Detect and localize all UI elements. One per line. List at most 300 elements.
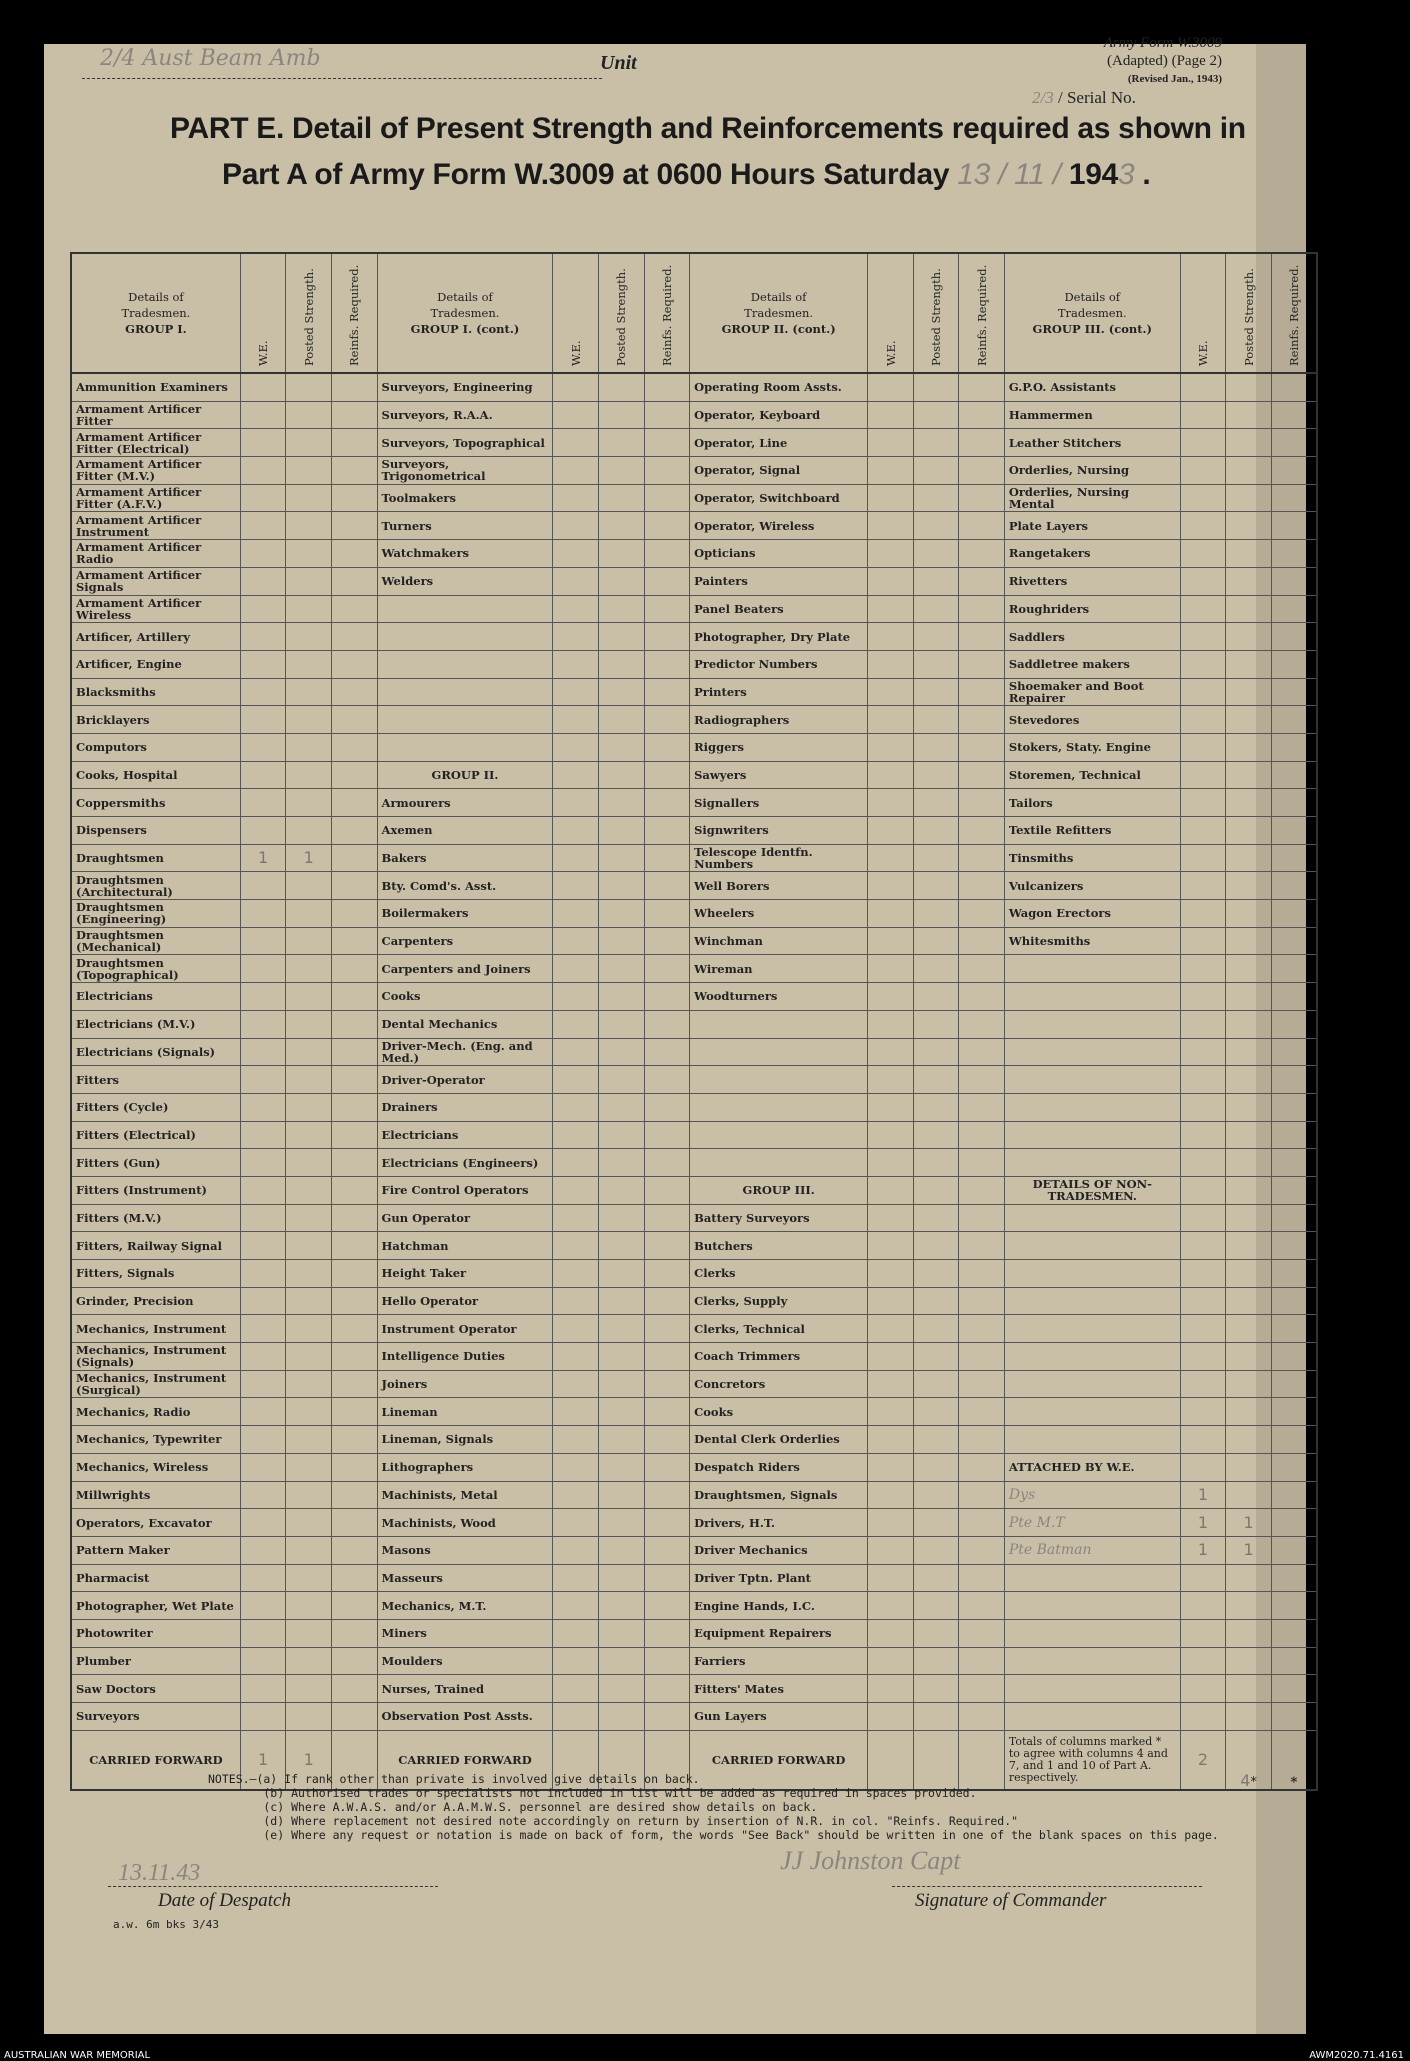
posted-cell[interactable] [913,1093,959,1121]
posted-cell[interactable] [1226,1066,1272,1094]
posted-cell[interactable] [1226,1121,1272,1149]
posted-cell[interactable] [286,1149,332,1177]
we-cell[interactable] [553,1287,599,1315]
posted-cell[interactable] [598,1370,644,1398]
posted-cell[interactable] [598,512,644,540]
we-cell[interactable] [240,1315,286,1343]
posted-cell[interactable] [1226,595,1272,623]
we-cell[interactable] [240,817,286,845]
reinfs-cell[interactable] [331,484,377,512]
posted-cell[interactable] [286,650,332,678]
posted-cell[interactable] [1226,706,1272,734]
we-cell[interactable] [1180,1398,1226,1426]
we-cell[interactable] [240,706,286,734]
we-cell[interactable] [1180,706,1226,734]
posted-cell[interactable] [913,983,959,1011]
we-cell[interactable] [868,429,914,457]
we-cell[interactable] [553,706,599,734]
posted-cell[interactable] [913,1398,959,1426]
posted-cell[interactable] [913,567,959,595]
posted-cell[interactable] [598,1232,644,1260]
posted-cell[interactable] [913,1453,959,1481]
we-cell[interactable]: 1 [1180,1536,1226,1564]
reinfs-cell[interactable] [1271,512,1317,540]
reinfs-cell[interactable] [644,1592,690,1620]
reinfs-cell[interactable] [1271,457,1317,485]
posted-cell[interactable] [598,1204,644,1232]
reinfs-cell[interactable] [959,955,1005,983]
we-cell[interactable] [553,1426,599,1454]
we-cell[interactable] [240,1703,286,1731]
we-cell[interactable] [868,844,914,872]
we-cell[interactable] [553,1010,599,1038]
posted-cell[interactable] [913,429,959,457]
posted-cell[interactable] [598,457,644,485]
reinfs-cell[interactable] [1271,706,1317,734]
posted-cell[interactable] [913,373,959,401]
we-cell[interactable] [868,1453,914,1481]
we-cell[interactable] [868,900,914,928]
reinfs-cell[interactable] [959,1343,1005,1371]
we-cell[interactable] [553,1509,599,1537]
posted-cell[interactable]: 1 [1226,1509,1272,1537]
we-cell[interactable] [553,1481,599,1509]
reinfs-cell[interactable] [959,983,1005,1011]
reinfs-cell[interactable] [331,1176,377,1204]
reinfs-cell[interactable] [331,1481,377,1509]
we-cell[interactable] [868,1204,914,1232]
posted-cell[interactable] [598,1592,644,1620]
posted-cell[interactable] [1226,1038,1272,1066]
reinfs-cell[interactable] [1271,429,1317,457]
posted-cell[interactable] [286,1038,332,1066]
reinfs-cell[interactable] [1271,872,1317,900]
we-cell[interactable] [553,429,599,457]
posted-cell[interactable] [598,1038,644,1066]
we-cell[interactable] [1180,540,1226,568]
we-cell[interactable] [868,1038,914,1066]
we-cell[interactable] [1180,1370,1226,1398]
reinfs-cell[interactable] [1271,1010,1317,1038]
posted-cell[interactable] [1226,401,1272,429]
reinfs-cell[interactable] [959,1176,1005,1204]
posted-cell[interactable] [913,678,959,706]
posted-cell[interactable] [1226,484,1272,512]
reinfs-cell[interactable] [331,1093,377,1121]
posted-cell[interactable] [598,1010,644,1038]
we-cell[interactable] [553,1592,599,1620]
reinfs-cell[interactable] [331,927,377,955]
posted-cell[interactable] [1226,540,1272,568]
reinfs-cell[interactable] [1271,1675,1317,1703]
posted-cell[interactable] [598,789,644,817]
reinfs-cell[interactable] [331,567,377,595]
posted-cell[interactable] [598,1703,644,1731]
we-cell[interactable] [868,1093,914,1121]
we-cell[interactable] [240,761,286,789]
posted-cell[interactable] [286,678,332,706]
we-cell[interactable] [868,512,914,540]
reinfs-cell[interactable] [1271,789,1317,817]
reinfs-cell[interactable] [331,1398,377,1426]
we-cell[interactable] [553,1703,599,1731]
posted-cell[interactable] [286,1453,332,1481]
reinfs-cell[interactable] [331,1232,377,1260]
reinfs-cell[interactable] [644,1149,690,1177]
we-cell[interactable] [1180,650,1226,678]
posted-cell[interactable] [913,1038,959,1066]
we-cell[interactable] [1180,1315,1226,1343]
we-cell[interactable] [868,983,914,1011]
we-cell[interactable] [553,457,599,485]
we-cell[interactable] [1180,512,1226,540]
we-cell[interactable] [240,401,286,429]
posted-cell[interactable] [598,1093,644,1121]
reinfs-cell[interactable] [959,540,1005,568]
posted-cell[interactable] [598,900,644,928]
posted-cell[interactable] [598,817,644,845]
we-cell[interactable] [553,1647,599,1675]
reinfs-cell[interactable] [644,595,690,623]
reinfs-cell[interactable] [644,1315,690,1343]
posted-cell[interactable] [913,1232,959,1260]
reinfs-cell[interactable] [331,1426,377,1454]
posted-cell[interactable] [913,872,959,900]
posted-cell[interactable]: 1 [1226,1536,1272,1564]
we-cell[interactable] [1180,1703,1226,1731]
posted-cell[interactable] [913,1176,959,1204]
posted-cell[interactable] [598,1426,644,1454]
posted-cell[interactable] [286,761,332,789]
posted-cell[interactable] [913,623,959,651]
reinfs-cell[interactable] [331,1204,377,1232]
reinfs-cell[interactable] [1271,983,1317,1011]
posted-cell[interactable] [913,1592,959,1620]
reinfs-cell[interactable] [959,761,1005,789]
we-cell[interactable] [240,1343,286,1371]
we-cell[interactable] [240,983,286,1011]
reinfs-cell[interactable] [644,1038,690,1066]
reinfs-cell[interactable] [959,429,1005,457]
we-cell[interactable] [868,1010,914,1038]
posted-cell[interactable] [286,789,332,817]
reinfs-cell[interactable] [644,1204,690,1232]
reinfs-cell[interactable] [1271,623,1317,651]
reinfs-cell[interactable] [331,983,377,1011]
we-cell[interactable] [1180,1343,1226,1371]
reinfs-cell[interactable] [331,678,377,706]
reinfs-cell[interactable] [1271,1204,1317,1232]
we-cell[interactable] [868,678,914,706]
we-cell[interactable] [553,761,599,789]
we-cell[interactable] [553,401,599,429]
we-cell[interactable] [553,1260,599,1288]
we-cell[interactable] [553,512,599,540]
posted-cell[interactable] [1226,1426,1272,1454]
we-cell[interactable] [1180,1453,1226,1481]
we-cell[interactable] [868,817,914,845]
reinfs-cell[interactable] [959,1675,1005,1703]
reinfs-cell[interactable] [1271,1121,1317,1149]
we-cell[interactable] [240,429,286,457]
posted-cell[interactable] [913,1481,959,1509]
reinfs-cell[interactable] [959,650,1005,678]
reinfs-cell[interactable] [1271,1370,1317,1398]
posted-cell[interactable] [913,1675,959,1703]
reinfs-cell[interactable] [1271,1509,1317,1537]
posted-cell[interactable] [598,733,644,761]
reinfs-cell[interactable] [644,540,690,568]
reinfs-cell[interactable] [959,567,1005,595]
we-cell[interactable] [868,927,914,955]
posted-cell[interactable] [1226,1564,1272,1592]
posted-cell[interactable] [286,1260,332,1288]
posted-cell[interactable] [1226,1315,1272,1343]
reinfs-cell[interactable] [959,872,1005,900]
posted-cell[interactable] [913,1287,959,1315]
reinfs-cell[interactable] [644,761,690,789]
posted-cell[interactable] [286,567,332,595]
we-cell[interactable] [1180,484,1226,512]
we-cell[interactable] [553,1619,599,1647]
reinfs-cell[interactable] [331,1619,377,1647]
reinfs-cell[interactable] [644,1093,690,1121]
we-cell[interactable] [1180,1564,1226,1592]
we-cell[interactable] [240,1398,286,1426]
we-cell[interactable] [553,983,599,1011]
reinfs-cell[interactable] [959,457,1005,485]
we-cell[interactable] [240,1564,286,1592]
reinfs-cell[interactable] [644,512,690,540]
reinfs-cell[interactable] [1271,1093,1317,1121]
reinfs-cell[interactable] [331,1066,377,1094]
reinfs-cell[interactable] [1271,1453,1317,1481]
reinfs-cell[interactable] [959,1121,1005,1149]
we-cell[interactable] [553,1453,599,1481]
we-cell[interactable] [868,1536,914,1564]
we-cell[interactable] [240,1647,286,1675]
posted-cell[interactable] [598,706,644,734]
we-cell[interactable] [553,678,599,706]
posted-cell[interactable] [913,1121,959,1149]
posted-cell[interactable] [913,817,959,845]
reinfs-cell[interactable] [644,650,690,678]
reinfs-cell[interactable] [644,733,690,761]
reinfs-cell[interactable] [1271,1536,1317,1564]
posted-cell[interactable] [286,373,332,401]
reinfs-cell[interactable] [331,1149,377,1177]
reinfs-cell[interactable] [1271,1619,1317,1647]
we-cell[interactable] [868,1066,914,1094]
we-cell[interactable] [868,955,914,983]
posted-cell[interactable] [1226,1619,1272,1647]
reinfs-cell[interactable] [331,872,377,900]
we-cell[interactable] [553,1398,599,1426]
posted-cell[interactable] [598,1287,644,1315]
posted-cell[interactable] [1226,983,1272,1011]
reinfs-cell[interactable] [1271,733,1317,761]
we-cell[interactable] [240,373,286,401]
reinfs-cell[interactable] [644,1619,690,1647]
reinfs-cell[interactable] [1271,1287,1317,1315]
we-cell[interactable] [868,1149,914,1177]
reinfs-cell[interactable] [331,401,377,429]
posted-cell[interactable] [598,1260,644,1288]
reinfs-cell[interactable] [959,1204,1005,1232]
posted-cell[interactable] [913,706,959,734]
we-cell[interactable] [1180,1647,1226,1675]
posted-cell[interactable] [913,1509,959,1537]
posted-cell[interactable] [913,1315,959,1343]
posted-cell[interactable] [1226,1260,1272,1288]
reinfs-cell[interactable] [644,1453,690,1481]
we-cell[interactable] [553,1093,599,1121]
we-cell[interactable] [553,1038,599,1066]
we-cell[interactable] [553,844,599,872]
posted-cell[interactable] [1226,1370,1272,1398]
posted-cell[interactable] [286,1703,332,1731]
reinfs-cell[interactable] [644,429,690,457]
reinfs-cell[interactable] [1271,650,1317,678]
reinfs-cell[interactable] [1271,540,1317,568]
posted-cell[interactable] [1226,512,1272,540]
posted-cell[interactable] [598,1398,644,1426]
we-cell[interactable] [553,1536,599,1564]
we-cell[interactable] [1180,872,1226,900]
we-cell[interactable] [240,1204,286,1232]
reinfs-cell[interactable] [331,1038,377,1066]
posted-cell[interactable] [1226,1232,1272,1260]
we-cell[interactable] [240,789,286,817]
we-cell[interactable] [240,1453,286,1481]
posted-cell[interactable] [598,955,644,983]
reinfs-cell[interactable] [644,373,690,401]
we-cell[interactable] [240,1066,286,1094]
we-cell[interactable] [868,484,914,512]
reinfs-cell[interactable] [644,1426,690,1454]
posted-cell[interactable] [1226,789,1272,817]
we-cell[interactable] [553,900,599,928]
reinfs-cell[interactable] [959,1232,1005,1260]
we-cell[interactable] [868,1370,914,1398]
reinfs-cell[interactable] [644,401,690,429]
we-cell[interactable] [1180,1675,1226,1703]
posted-cell[interactable] [913,1010,959,1038]
posted-cell[interactable] [286,1481,332,1509]
posted-cell[interactable] [286,1536,332,1564]
we-cell[interactable] [240,1426,286,1454]
posted-cell[interactable] [913,650,959,678]
posted-cell[interactable] [286,457,332,485]
reinfs-cell[interactable] [1271,955,1317,983]
posted-cell[interactable] [913,1619,959,1647]
posted-cell[interactable] [286,1093,332,1121]
reinfs-cell[interactable] [331,1010,377,1038]
reinfs-cell[interactable] [959,1287,1005,1315]
posted-cell[interactable] [598,1536,644,1564]
we-cell[interactable] [553,567,599,595]
reinfs-cell[interactable] [331,1564,377,1592]
reinfs-cell[interactable] [1271,927,1317,955]
we-cell[interactable] [240,1093,286,1121]
posted-cell[interactable] [1226,373,1272,401]
we-cell[interactable] [1180,789,1226,817]
posted-cell[interactable] [913,900,959,928]
reinfs-cell[interactable] [959,1038,1005,1066]
posted-cell[interactable] [913,1647,959,1675]
reinfs-cell[interactable] [331,1453,377,1481]
reinfs-cell[interactable] [1271,1066,1317,1094]
posted-cell[interactable] [286,1315,332,1343]
posted-cell[interactable] [913,1426,959,1454]
reinfs-cell[interactable] [1271,900,1317,928]
posted-cell[interactable] [913,484,959,512]
reinfs-cell[interactable] [959,1426,1005,1454]
posted-cell[interactable] [913,927,959,955]
reinfs-cell[interactable] [1271,595,1317,623]
we-cell[interactable] [868,401,914,429]
posted-cell[interactable] [598,1149,644,1177]
reinfs-cell[interactable] [331,1287,377,1315]
reinfs-cell[interactable] [644,1066,690,1094]
reinfs-cell[interactable] [644,1675,690,1703]
posted-cell[interactable] [286,983,332,1011]
reinfs-cell[interactable] [959,1564,1005,1592]
we-cell[interactable] [868,706,914,734]
posted-cell[interactable] [598,540,644,568]
posted-cell[interactable] [1226,733,1272,761]
we-cell[interactable] [1180,844,1226,872]
we-cell[interactable] [868,1564,914,1592]
posted-cell[interactable] [286,1592,332,1620]
reinfs-cell[interactable] [331,761,377,789]
we-cell[interactable] [868,1398,914,1426]
reinfs-cell[interactable] [959,1260,1005,1288]
we-cell[interactable] [240,1121,286,1149]
reinfs-cell[interactable] [1271,1149,1317,1177]
posted-cell[interactable] [1226,1010,1272,1038]
reinfs-cell[interactable] [331,1536,377,1564]
we-cell[interactable] [240,1370,286,1398]
posted-cell[interactable] [286,955,332,983]
we-cell[interactable] [240,1010,286,1038]
we-cell[interactable] [1180,1592,1226,1620]
we-cell[interactable] [240,955,286,983]
reinfs-cell[interactable] [331,429,377,457]
posted-cell[interactable] [1226,872,1272,900]
posted-cell[interactable] [598,650,644,678]
posted-cell[interactable] [1226,900,1272,928]
reinfs-cell[interactable] [644,844,690,872]
reinfs-cell[interactable] [644,1010,690,1038]
posted-cell[interactable] [1226,429,1272,457]
reinfs-cell[interactable] [1271,1592,1317,1620]
reinfs-cell[interactable] [644,789,690,817]
we-cell[interactable] [868,1121,914,1149]
reinfs-cell[interactable] [959,1509,1005,1537]
we-cell[interactable] [868,1592,914,1620]
reinfs-cell[interactable] [959,1370,1005,1398]
we-cell[interactable] [553,623,599,651]
we-cell[interactable] [1180,983,1226,1011]
we-cell[interactable] [240,1481,286,1509]
posted-cell[interactable] [286,512,332,540]
we-cell[interactable] [1180,457,1226,485]
posted-cell[interactable] [598,1675,644,1703]
we-cell[interactable] [553,1315,599,1343]
posted-cell[interactable] [598,844,644,872]
we-cell[interactable] [553,650,599,678]
